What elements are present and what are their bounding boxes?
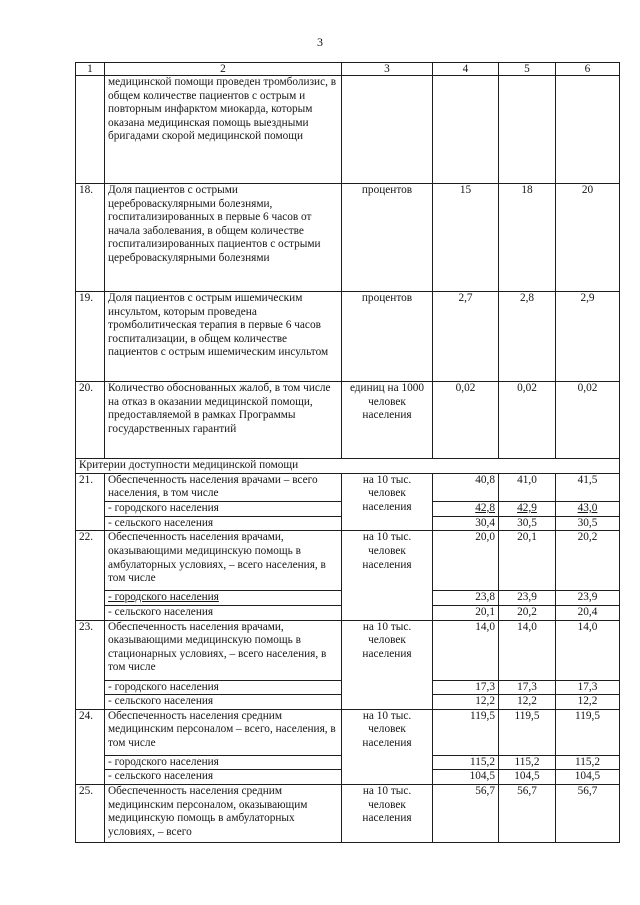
value-col-5: 14,0 xyxy=(499,620,556,680)
value-col-6: 17,3 xyxy=(556,680,620,695)
value-col-5: 18 xyxy=(499,184,556,292)
table-row xyxy=(76,184,620,292)
value-col-6: 12,2 xyxy=(556,695,620,710)
subrow-label: - сельского населения xyxy=(105,770,342,785)
table-row xyxy=(76,292,620,382)
value-col-5: 12,2 xyxy=(499,695,556,710)
unit-cell: процентов xyxy=(342,292,433,382)
value-col-6: 20,4 xyxy=(556,605,620,620)
indicators-table xyxy=(75,62,620,843)
table-row xyxy=(76,620,620,680)
value-col-6: 119,5 xyxy=(556,709,620,755)
value-col-4: 15 xyxy=(433,184,499,292)
value-col-4: 42,8 xyxy=(433,501,499,516)
unit-cell: единиц на 1000 человек населения xyxy=(342,382,433,459)
unit-cell: на 10 тыс. человек населения xyxy=(342,531,433,620)
subrow-label: - сельского населения xyxy=(105,605,342,620)
header-col-1: 1 xyxy=(76,63,105,76)
value-col-5: 20,1 xyxy=(499,531,556,591)
section-row xyxy=(76,459,620,474)
table-row xyxy=(76,382,620,459)
value-col-6: 56,7 xyxy=(556,784,620,842)
value-col-4: 104,5 xyxy=(433,770,499,785)
value-col-6: 2,9 xyxy=(556,292,620,382)
indicator-text: Обеспеченность населения врачами – всего населения, в том числе xyxy=(105,473,342,501)
value-col-5: 104,5 xyxy=(499,770,556,785)
value-col-5: 0,02 xyxy=(499,382,556,459)
subrow-label: - городского населения xyxy=(105,591,342,606)
subrow-label: - городского населения xyxy=(105,501,342,516)
value-col-5: 23,9 xyxy=(499,591,556,606)
value-col-5: 20,2 xyxy=(499,605,556,620)
table-row xyxy=(76,76,620,184)
indicator-text: Обеспеченность населения средним медицинским персоналом – всего, населения, в том числе xyxy=(105,709,342,755)
header-col-6: 6 xyxy=(556,63,620,76)
value-col-6: 23,9 xyxy=(556,591,620,606)
subrow-label: - сельского населения xyxy=(105,695,342,710)
value-col-6: 14,0 xyxy=(556,620,620,680)
table-row xyxy=(76,709,620,755)
value-col-6: 30,5 xyxy=(556,516,620,531)
value-col-6: 41,5 xyxy=(556,473,620,501)
value-col-5: 56,7 xyxy=(499,784,556,842)
header-col-5: 5 xyxy=(499,63,556,76)
indicator-text: Обеспеченность населения врачами, оказывающими медицинскую помощь в амбулаторных условиях, – всего населения, в том числе xyxy=(105,531,342,591)
indicator-text: медицинской помощи проведен тромболизис, в общем количестве пациентов с острым и повторным инфарктом миокарда, которым оказана медицинская помощь выездными бригадами скорой медицинской помощи xyxy=(105,76,342,184)
row-number: 18. xyxy=(76,184,105,292)
table-row xyxy=(76,473,620,501)
indicator-text: Количество обоснованных жалоб, в том числе на отказ в оказании медицинской помощи, предоставляемой в рамках Программы государственных гарантий xyxy=(105,382,342,459)
value-col-5: 17,3 xyxy=(499,680,556,695)
header-col-2: 2 xyxy=(105,63,342,76)
indicator-text: Обеспеченность населения врачами, оказывающими медицинскую помощь в стационарных условиях, – всего населения, в том числе xyxy=(105,620,342,680)
row-number: 23. xyxy=(76,620,105,709)
subrow-label: - городского населения xyxy=(105,755,342,770)
row-number: 20. xyxy=(76,382,105,459)
row-number: 19. xyxy=(76,292,105,382)
header-row xyxy=(76,63,620,76)
unit-cell: на 10 тыс. человек населения xyxy=(342,784,433,842)
table-row xyxy=(76,784,620,842)
unit-cell: на 10 тыс. человек населения xyxy=(342,709,433,784)
value-col-4: 40,8 xyxy=(433,473,499,501)
row-number: 24. xyxy=(76,709,105,784)
value-col-5: 30,5 xyxy=(499,516,556,531)
header-col-3: 3 xyxy=(342,63,433,76)
value-col-6: 43,0 xyxy=(556,501,620,516)
indicator-text: Обеспеченность населения средним медицинским персоналом, оказывающим медицинскую помощь в амбулаторных условиях, – всего xyxy=(105,784,342,842)
value-col-4: 56,7 xyxy=(433,784,499,842)
subrow-label: - городского населения xyxy=(105,680,342,695)
value-col-6: 20,2 xyxy=(556,531,620,591)
indicator-text: Доля пациентов с острым ишемическим инсультом, которым проведена тромболитическая терапия в первые 6 часов госпитализации, в общем количестве пациентов с острым ишемическим инсультом xyxy=(105,292,342,382)
row-number: 25. xyxy=(76,784,105,842)
value-col-6: 104,5 xyxy=(556,770,620,785)
value-col-5: 42,9 xyxy=(499,501,556,516)
value-col-4: 119,5 xyxy=(433,709,499,755)
value-col-6: 0,02 xyxy=(556,382,620,459)
value-col-4: 115,2 xyxy=(433,755,499,770)
value-col-5: 2,8 xyxy=(499,292,556,382)
subrow-label: - сельского населения xyxy=(105,516,342,531)
unit-cell: на 10 тыс. человек населения xyxy=(342,620,433,709)
value-col-4: 30,4 xyxy=(433,516,499,531)
value-col-5: 41,0 xyxy=(499,473,556,501)
unit-cell: процентов xyxy=(342,184,433,292)
table-row xyxy=(76,531,620,591)
row-number: 21. xyxy=(76,473,105,531)
value-col-4: 17,3 xyxy=(433,680,499,695)
value-col-4: 14,0 xyxy=(433,620,499,680)
value-col-4: 2,7 xyxy=(433,292,499,382)
header-col-4: 4 xyxy=(433,63,499,76)
value-col-5: 119,5 xyxy=(499,709,556,755)
value-col-4: 20,0 xyxy=(433,531,499,591)
value-col-4: 23,8 xyxy=(433,591,499,606)
value-col-6: 115,2 xyxy=(556,755,620,770)
value-col-4: 12,2 xyxy=(433,695,499,710)
indicator-text: Доля пациентов с острыми цереброваскулярными болезнями, госпитализированных в первые 6 часов от начала заболевания, в общем количестве госпитализированных пациентов с острыми цереброваскулярными болезнями xyxy=(105,184,342,292)
value-col-6: 20 xyxy=(556,184,620,292)
page-number: 3 xyxy=(317,35,323,49)
unit-cell: на 10 тыс. человек населения xyxy=(342,473,433,531)
value-col-4: 20,1 xyxy=(433,605,499,620)
value-col-5: 115,2 xyxy=(499,755,556,770)
section-title: Критерии доступности медицинской помощи xyxy=(76,459,620,474)
value-col-4: 0,02 xyxy=(433,382,499,459)
row-number: 22. xyxy=(76,531,105,620)
